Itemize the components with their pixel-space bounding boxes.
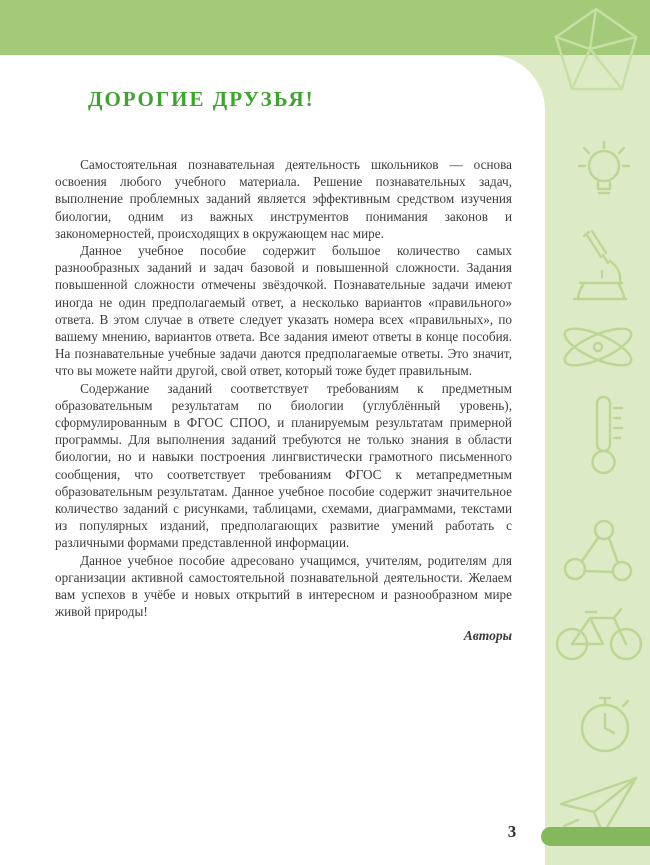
paragraph-2: Данное учебное пособие содержит большое количество самых разнообразных заданий и задач базовой и повышенной сложности. Задания повышенной сложности отмечены звёздочкой. Познавательные задачи имеют иногда не один предполагаемый ответ, а несколько вариантов «правильного» ответа. В этом случае в ответе следует указать номера всех «правильных», по вашему мнению, вариантов ответа. Все задания имеют ответы в конце пособия. На познавательные учебные задачи даются предполагаемые ответы. Это значит, что вы можете найти другой, свой ответ, который тоже будет правильным. [55, 243, 512, 379]
page-title: ДОРОГИЕ ДРУЗЬЯ! [88, 87, 315, 111]
thermometer-icon [578, 392, 630, 478]
paragraph-1: Самостоятельная познавательная деятельность школьников — основа освоения любого учебного материала. Решение познавательных задач, выполнение проблемных заданий является эффективным средством изучения биологии, одним из важных инструментов понимания законов и закономерностей, происходящих в окружающем нас мире. [55, 157, 512, 241]
paragraph-3: Содержание заданий соответствует требованиям к предметным образовательным результатам по биологии (углублённый уровень), сформулированным в ФГОС СПОО, и планируемым результатам примерной программы. Для выполнения заданий требуются не только знания в области биологии, но и навыки построения лингвистически грамотного письменного сообщения, что соответствует требованиям ФГОС к метапредметным образовательным результатам. Данное учебное пособие содержит значительное количество заданий с рисунками, таблицами, схемами, диаграммами, текстами из популярных изданий, предполагающих развитие умений работать с различными формами представленной информации. [55, 380, 512, 551]
signature: Авторы [463, 628, 512, 644]
top-band [0, 0, 650, 55]
molecule-icon [558, 515, 638, 589]
atom-icon [556, 312, 640, 382]
lightbulb-icon [572, 138, 636, 208]
stopwatch-icon [574, 688, 636, 756]
footer-bar [541, 827, 650, 846]
crystal-icon [548, 5, 644, 97]
microscope-icon [558, 225, 642, 307]
page-number: 3 [507, 822, 517, 841]
content-sheet [0, 55, 545, 865]
bicycle-icon [552, 598, 646, 664]
paragraph-4: Данное учебное пособие адресовано учащимся, учителям, родителям для организации активной самостоятельной познавательной деятельности. Желаем вам успехов в учёбе и новых открытий в интересном и разнообразном мире живой природы! [55, 552, 512, 620]
